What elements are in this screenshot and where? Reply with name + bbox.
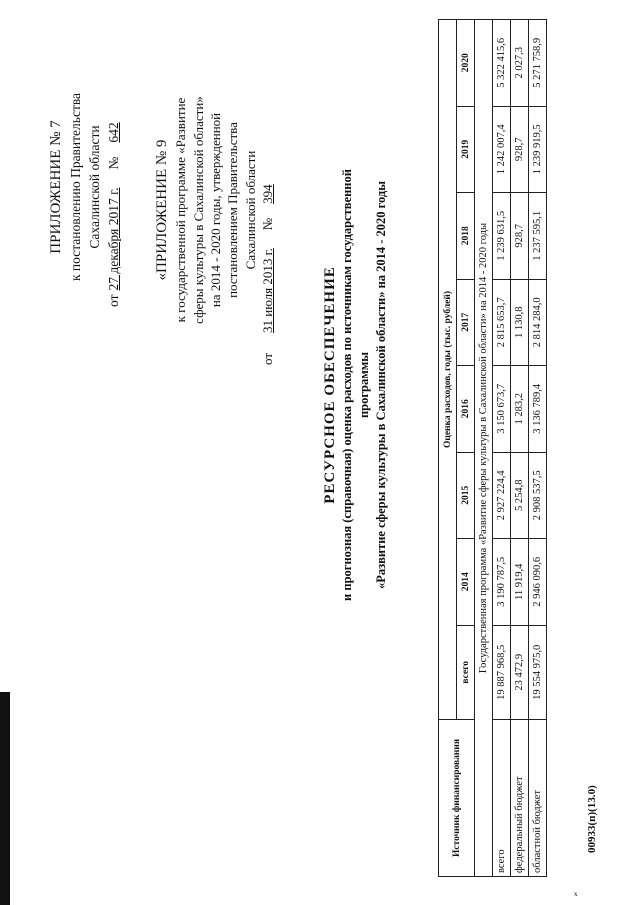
year-header: 2014 — [457, 539, 475, 626]
annex-9-line: сферы культуры в Сахалинской области» — [190, 96, 206, 324]
year-header: всего — [457, 625, 475, 719]
year-header: 2020 — [457, 20, 475, 107]
row-label: областной бюджет — [529, 720, 547, 877]
heading-subtitle-2: «Развитие сферы культуры в Сахалинской области» на 2014 - 2020 годы — [373, 180, 388, 590]
table-cell: 1 242 007,4 — [493, 106, 511, 193]
table-cell: 23 472,9 — [511, 625, 529, 719]
estimate-header: Оценка расходов, годы (тыс. рублей) — [439, 20, 457, 720]
annex-7-date-prefix: от — [105, 294, 121, 307]
annex-9-line: к государственной программе «Развитие — [173, 97, 189, 323]
table-cell: 3 150 673,7 — [493, 366, 511, 453]
table-cell: 5 322 415,6 — [493, 20, 511, 107]
annex-9-date-line — [259, 55, 276, 365]
table-cell: 1 239 631,5 — [493, 193, 511, 280]
annex-9-date-prefix: от — [260, 352, 276, 365]
table-cell: 928,7 — [511, 193, 529, 280]
row-label: федеральный бюджет — [511, 720, 529, 877]
annex-7-title: ПРИЛОЖЕНИЕ № 7 — [48, 120, 64, 254]
source-header: Источник финансирования — [439, 720, 475, 877]
annex-9-number-sign: № — [260, 217, 276, 231]
table-cell: 1 237 595,1 — [529, 193, 547, 280]
table-cell: 2 814 284,0 — [529, 279, 547, 366]
table-row — [529, 20, 547, 877]
annex-7-number-sign: № — [105, 156, 121, 170]
table-row — [511, 20, 529, 877]
annex-9-date: 31 июля 2013 г. — [260, 248, 276, 333]
annex-7-line2: Сахалинской области — [86, 125, 102, 249]
table-cell: 2 946 090,6 — [529, 539, 547, 626]
table-cell: 11 919,4 — [511, 539, 529, 626]
annex-9-line: постановлением Правительства — [225, 122, 241, 298]
table-cell: 3 190 787,5 — [493, 539, 511, 626]
table-cell: 1 239 919,5 — [529, 106, 547, 193]
year-header: 2017 — [457, 279, 475, 366]
resource-table-wrap — [438, 19, 547, 877]
table-cell: 1 130,8 — [511, 279, 529, 366]
row-label: всего — [493, 720, 511, 877]
program-row-cell: Государственная программа «Развитие сферы культуры в Сахалинской области» на 2014 - 2020 годы — [475, 20, 493, 877]
heading-subtitle-1: и прогнозная (справочная) оценка расходов по источникам государственной программы — [340, 169, 371, 601]
document-heading — [322, 135, 390, 635]
table-cell: 928,7 — [511, 106, 529, 193]
table-row — [493, 20, 511, 877]
heading-title: РЕСУРСНОЕ ОБЕСПЕЧЕНИЕ — [322, 266, 338, 504]
year-header: 2019 — [457, 106, 475, 193]
annex-9-title: «ПРИЛОЖЕНИЕ № 9 — [154, 139, 170, 281]
table-cell: 2 927 224,4 — [493, 452, 511, 539]
table-cell: 5 254,8 — [511, 452, 529, 539]
annex-7-block — [46, 67, 124, 307]
table-cell: 3 136 789,4 — [529, 366, 547, 453]
annex-9-line: Сахалинской области — [242, 150, 258, 270]
program-row — [475, 20, 493, 877]
annex-9-line: на 2014 - 2020 годы, утвержденной — [207, 112, 223, 308]
table-cell: 5 271 758,9 — [529, 20, 547, 107]
table-cell: 2 815 653,7 — [493, 279, 511, 366]
annex-7-line1: к постановлению Правительства — [68, 92, 83, 282]
document-code: 00933(п)(13.0) — [586, 785, 598, 853]
year-header: 2016 — [457, 366, 475, 453]
table-cell: 19 887 968,5 — [493, 625, 511, 719]
annex-9-number: 394 — [260, 184, 276, 204]
table-cell: 1 283,2 — [511, 366, 529, 453]
annex-9-block — [152, 55, 277, 365]
table-cell: 2 027,3 — [511, 20, 529, 107]
year-header: 2015 — [457, 452, 475, 539]
table-cell: 19 554 975,0 — [529, 625, 547, 719]
annex-7-number: 642 — [105, 122, 121, 143]
year-header: 2018 — [457, 193, 475, 280]
table-cell: 2 908 537,5 — [529, 452, 547, 539]
corner-mark: x — [574, 890, 578, 898]
resource-table — [438, 19, 547, 877]
annex-7-date: 27 декабря 2017 г. — [105, 187, 121, 291]
annex-7-date-line — [105, 67, 124, 307]
